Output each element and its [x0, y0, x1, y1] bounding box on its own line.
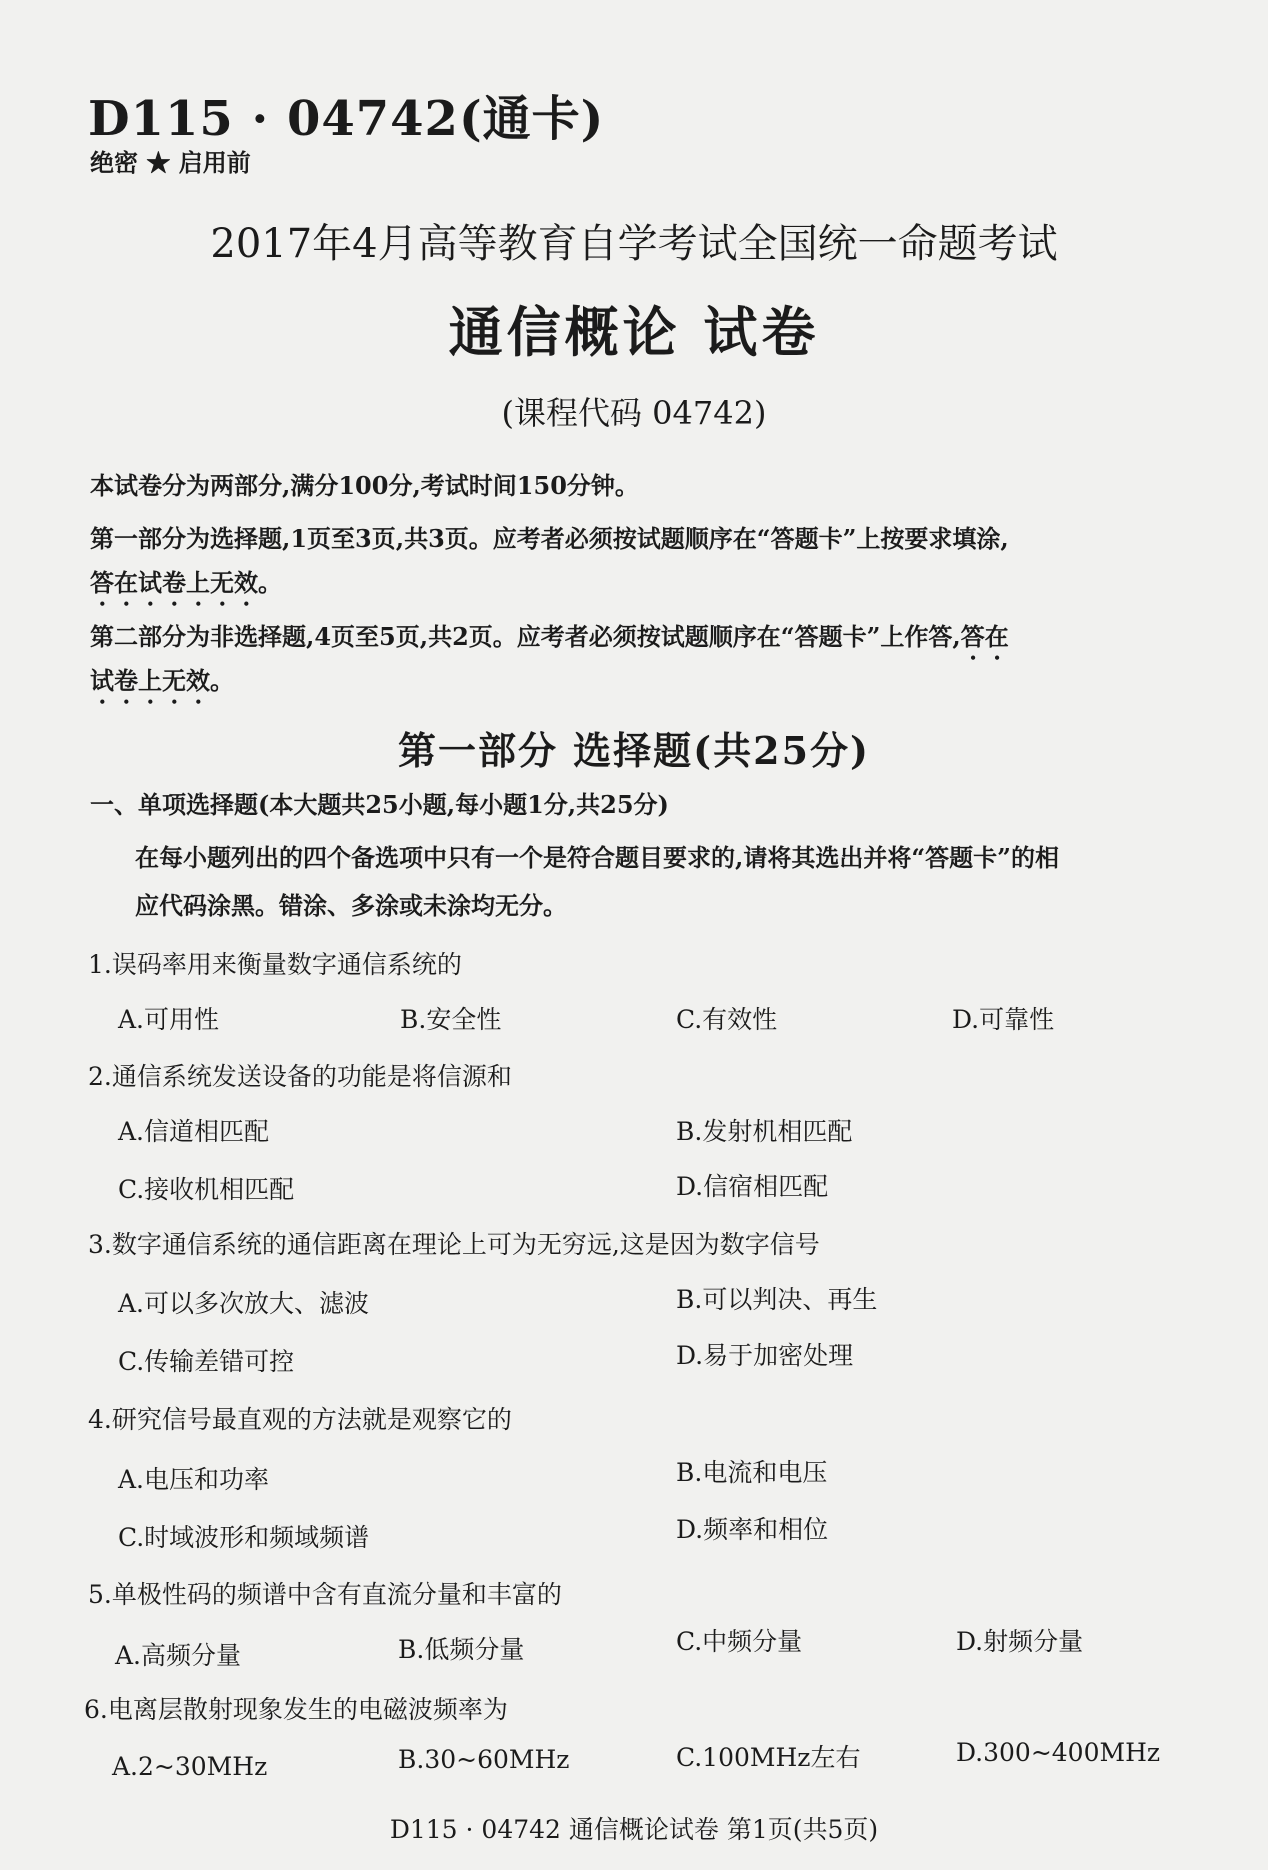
page-footer: D115 · 04742 通信概论试卷 第1页(共5页): [389, 1815, 879, 1844]
question-2-option-d: D.信宿相匹配: [676, 1172, 829, 1201]
question-6-stem: 6.电离层散射现象发生的电磁波频率为: [84, 1695, 508, 1724]
question-1-option-d: D.可靠性: [952, 1005, 1055, 1034]
question-4-stem: 4.研究信号最直观的方法就是观察它的: [88, 1405, 512, 1434]
intro-line-3a-dots: 答在: [960, 622, 1009, 651]
question-3-option-d: D.易于加密处理: [676, 1341, 854, 1370]
bleed-through-text: [640, 95, 647, 120]
question-3-option-a: A.可以多次放大、滤波: [118, 1289, 370, 1318]
question-3-option-c: C.传输差错可控: [118, 1347, 295, 1376]
question-6-option-b: B.30~60MHz: [398, 1745, 570, 1774]
question-2-option-b: B.发射机相匹配: [676, 1117, 853, 1146]
subject-title: 通信概论 试卷: [448, 300, 820, 364]
exam-title: 2017年4月高等教育自学考试全国统一命题考试: [210, 221, 1058, 267]
course-code: (课程代码 04742): [501, 394, 767, 432]
question-4-option-c: C.时域波形和频域频谱: [118, 1523, 370, 1552]
question-1-stem: 1.误码率用来衡量数字通信系统的: [88, 950, 462, 979]
question-5-option-d: D.射频分量: [956, 1627, 1084, 1656]
question-4-option-d: D.频率和相位: [676, 1515, 829, 1544]
question-5-stem: 5.单极性码的频谱中含有直流分量和丰富的: [88, 1580, 562, 1609]
question-6-option-c: C.100MHz左右: [676, 1743, 861, 1772]
question-3-stem: 3.数字通信系统的通信距离在理论上可为无穷远,这是因为数字信号: [88, 1230, 820, 1259]
intro-line-1: 本试卷分为两部分,满分100分,考试时间150分钟。: [90, 471, 639, 500]
question-5-option-a: A.高频分量: [115, 1641, 242, 1670]
intro-line-3a: [90, 617, 1009, 665]
question-1-option-b: B.安全性: [400, 1005, 502, 1034]
question-1-option-a: A.可用性: [118, 1005, 220, 1034]
paper-code-title: D115 · 04742(通卡): [88, 91, 605, 147]
intro-line-3b: 试卷上无效。: [90, 666, 234, 695]
question-3-option-b: B.可以判决、再生: [676, 1285, 878, 1314]
intro-line-2b: 答在试卷上无效。: [90, 568, 282, 597]
section-heading: 一、单项选择题(本大题共25小题,每小题1分,共25分): [90, 790, 669, 819]
question-2-option-c: C.接收机相匹配: [118, 1175, 295, 1204]
question-6-option-d: D.300~400MHz: [956, 1738, 1161, 1767]
section-instruction-1: 在每小题列出的四个备选项中只有一个是符合题目要求的,请将其选出并将“答题卡”的相: [135, 843, 1059, 872]
question-1-option-c: C.有效性: [676, 1005, 778, 1034]
question-2-option-a: A.信道相匹配: [118, 1117, 270, 1146]
question-6-option-a: A.2~30MHz: [112, 1752, 268, 1781]
intro-line-2a: 第一部分为选择题,1页至3页,共3页。应考者必须按试题顺序在“答题卡”上按要求填涂,: [90, 524, 1009, 553]
intro-line-3a-text: 第二部分为非选择题,4页至5页,共2页。应考者必须按试题顺序在“答题卡”上作答,: [90, 622, 961, 651]
question-5-option-b: B.低频分量: [398, 1635, 525, 1664]
section-instruction-2: 应代码涂黑。错涂、多涂或未涂均无分。: [135, 891, 567, 920]
question-2-stem: 2.通信系统发送设备的功能是将信源和: [88, 1062, 512, 1091]
part-one-title: 第一部分 选择题(共25分): [397, 728, 871, 773]
question-4-option-a: A.电压和功率: [118, 1465, 270, 1494]
confidential-label: 绝密 ★ 启用前: [90, 148, 251, 177]
question-4-option-b: B.电流和电压: [676, 1458, 828, 1487]
question-5-option-c: C.中频分量: [676, 1627, 803, 1656]
